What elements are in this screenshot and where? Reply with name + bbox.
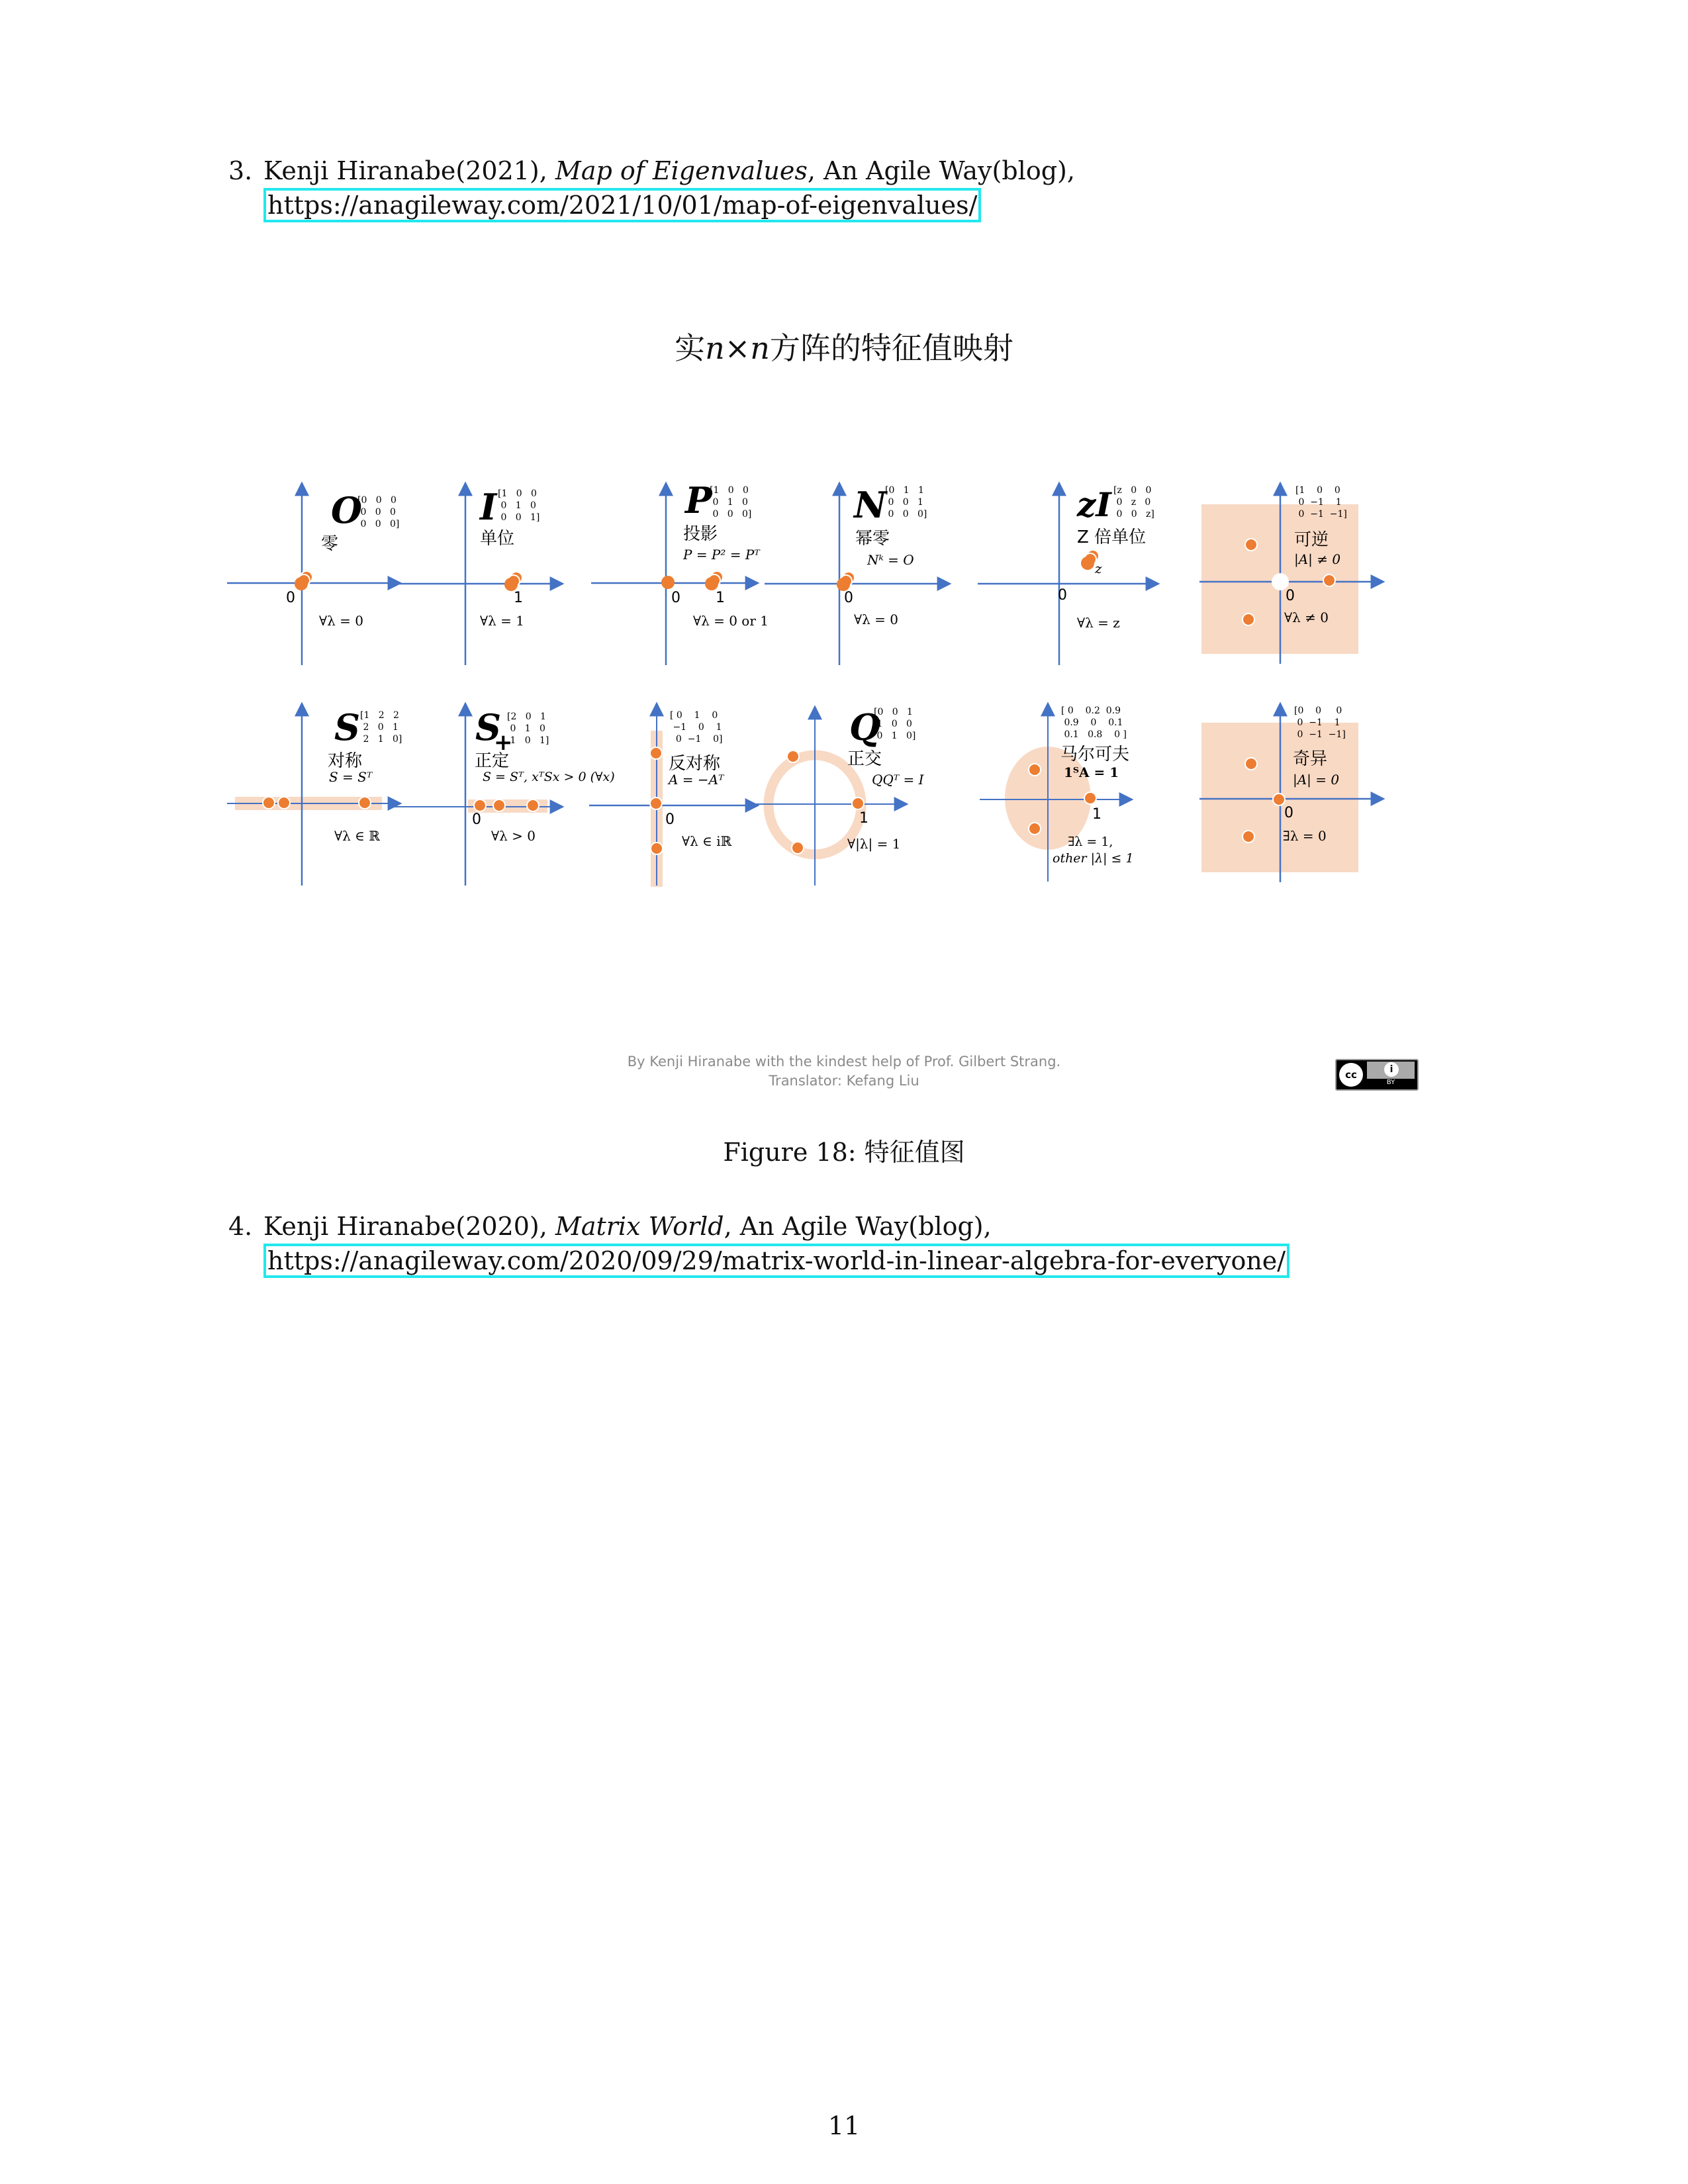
svg-text:1 0 0: 1 0 0 (874, 719, 912, 729)
svg-text:[1 0 0: [1 0 0 (498, 488, 537, 499)
svg-text:∀λ ∈ iℝ: ∀λ ∈ iℝ (682, 833, 732, 849)
svg-text:0: 0 (472, 811, 481, 828)
svg-text:∀λ ≠ 0: ∀λ ≠ 0 (1284, 610, 1329, 625)
svg-text:0: 0 (665, 811, 675, 828)
cc-by-license-badge (1335, 1059, 1419, 1091)
svg-text:1: 1 (859, 810, 868, 827)
svg-text:∀|λ| = 1: ∀|λ| = 1 (847, 836, 901, 852)
figure-credit (0, 1052, 1688, 1091)
svg-text:Z 倍单位: Z 倍单位 (1077, 527, 1147, 547)
svg-text:0: 0 (1058, 587, 1067, 604)
svg-text:0: 0 (1286, 588, 1295, 604)
svg-text:0.1 0.8 0 ]: 0.1 0.8 0 ] (1061, 729, 1127, 740)
panel-zero (227, 489, 399, 665)
svg-text:QQᵀ = I: QQᵀ = I (872, 772, 924, 788)
svg-text:单位: 单位 (480, 529, 515, 549)
svg-text:1ᵀA = 1: 1ᵀA = 1 (1064, 764, 1119, 780)
svg-text:0 −1 −1]: 0 −1 −1] (1294, 729, 1346, 740)
figure-caption: Figure 18: 特征值图 (723, 1138, 965, 1167)
reference-title: Matrix World (555, 1212, 724, 1241)
svg-text:I: I (480, 486, 497, 528)
svg-text:0 −1 0]: 0 −1 0] (670, 734, 723, 745)
page-number: 11 (827, 2111, 861, 2140)
credit-line-translator: Translator: Kefang Liu (769, 1073, 919, 1089)
svg-text:0 0 0: 0 0 0 (357, 507, 396, 518)
svg-text:|A| ≠ 0: |A| ≠ 0 (1294, 551, 1341, 567)
svg-text:S: S (475, 706, 501, 749)
panel-positive-definite (391, 706, 615, 886)
svg-text:幂零: 幂零 (855, 529, 890, 549)
svg-text:2 1 0]: 2 1 0] (360, 734, 402, 745)
reference-link[interactable]: https://anagileway.com/2020/09/29/matrix-world-in-linear-algebra-for-everyone/ (263, 1244, 1289, 1278)
reference-source: , An Agile Way(blog), (724, 1212, 992, 1241)
reference-4 (228, 1209, 1289, 1278)
svg-text:0 0 1]: 0 0 1] (498, 512, 540, 523)
svg-text:|A| = 0: |A| = 0 (1293, 772, 1340, 788)
svg-text:0 0 0]: 0 0 0] (885, 509, 927, 520)
svg-text:∀λ = 1: ∀λ = 1 (480, 613, 524, 629)
svg-text:反对称: 反对称 (669, 754, 721, 774)
panel-projection (591, 479, 769, 665)
attribution-icon: i (1384, 1062, 1399, 1077)
panel-antisymmetric (589, 710, 748, 887)
svg-text:A = −Aᵀ: A = −Aᵀ (669, 772, 724, 788)
panel-nilpotent (765, 484, 940, 665)
svg-text:+: + (494, 729, 513, 756)
svg-text:0 z 0: 0 z 0 (1113, 497, 1151, 508)
svg-text:S: S (334, 706, 360, 749)
svg-text:[1 0 0: [1 0 0 (710, 485, 749, 496)
svg-text:0.9 0 0.1: 0.9 0 0.1 (1061, 717, 1123, 728)
svg-text:[0 0 0: [0 0 0 (1294, 705, 1342, 716)
panel-symmetric (227, 706, 402, 886)
reference-number: 3. (228, 156, 253, 185)
panel-scalar-identity (978, 485, 1154, 665)
svg-text:other |λ| ≤ 1: other |λ| ≤ 1 (1053, 851, 1134, 866)
svg-text:0 0 0]: 0 0 0] (357, 519, 400, 529)
svg-text:0 −1 −1]: 0 −1 −1] (1295, 509, 1347, 520)
panel-markov (980, 705, 1134, 882)
svg-text:Nᵏ = O: Nᵏ = O (867, 552, 914, 568)
svg-text:0: 0 (671, 590, 680, 606)
matrix-name: 零 (321, 534, 339, 554)
svg-text:1: 1 (514, 590, 523, 606)
reference-author: Kenji Hiranabe(2021), (263, 156, 555, 185)
svg-text:[1 0 0: [1 0 0 (1295, 485, 1340, 496)
reference-link[interactable]: https://anagileway.com/2021/10/01/map-of-eigenvalues/ (263, 188, 981, 222)
svg-text:S = Sᵀ, xᵀSx > 0 (∀x): S = Sᵀ, xᵀSx > 0 (∀x) (483, 770, 615, 784)
credit-line-author: By Kenji Hiranabe with the kindest help of Prof. Gilbert Strang. (627, 1054, 1061, 1069)
license-by-label: BY (1386, 1079, 1395, 1086)
svg-text:0 1 0]: 0 1 0] (874, 731, 916, 741)
svg-text:投影: 投影 (683, 524, 718, 544)
svg-text:可逆: 可逆 (1294, 530, 1329, 550)
matrix-symbol: O (331, 489, 363, 531)
svg-text:0 0 0]: 0 0 0] (710, 509, 752, 520)
reference-number: 4. (228, 1212, 253, 1241)
svg-text:−1 0 1: −1 0 1 (670, 722, 722, 733)
panel-orthogonal (747, 706, 925, 886)
svg-text:0 1 0: 0 1 0 (498, 500, 536, 511)
svg-text:2 0 1: 2 0 1 (360, 722, 399, 733)
reference-author: Kenji Hiranabe(2020), (263, 1212, 555, 1241)
svg-text:[0 0 1: [0 0 1 (874, 707, 913, 717)
svg-text:Q: Q (849, 706, 881, 749)
svg-text:N: N (854, 484, 887, 526)
svg-text:∃λ = 0: ∃λ = 0 (1283, 828, 1327, 844)
svg-text:马尔可夫: 马尔可夫 (1060, 745, 1130, 764)
svg-text:1: 1 (1092, 806, 1102, 823)
svg-text:奇异: 奇异 (1293, 749, 1328, 769)
svg-text:0: 0 (286, 590, 295, 606)
svg-text:正定: 正定 (475, 751, 510, 771)
svg-text:∀λ = 0: ∀λ = 0 (854, 612, 898, 627)
svg-text:0: 0 (1284, 805, 1293, 821)
svg-text:∀λ = z: ∀λ = z (1077, 615, 1120, 631)
cc-icon: cc (1339, 1063, 1363, 1087)
title-prefix: 实 (675, 330, 706, 366)
svg-text:0 0 z]: 0 0 z] (1113, 509, 1154, 520)
svg-text:对称: 对称 (328, 751, 363, 771)
svg-text:0 0 1: 0 0 1 (885, 497, 923, 508)
panel-singular (1199, 705, 1374, 882)
svg-text:0 −1 1: 0 −1 1 (1294, 717, 1340, 728)
reference-title: Map of Eigenvalues (555, 156, 808, 185)
svg-text:[0 1 1: [0 1 1 (885, 485, 924, 496)
svg-text:∀λ = 0 or 1: ∀λ = 0 or 1 (693, 613, 769, 629)
svg-text:0: 0 (844, 590, 853, 606)
svg-text:[0 0 0: [0 0 0 (357, 495, 397, 506)
reference-source: , An Agile Way(blog), (807, 156, 1075, 185)
svg-text:[ 0 0.2 0.9: [ 0 0.2 0.9 (1061, 705, 1121, 716)
svg-text:zI: zI (1077, 485, 1111, 524)
svg-text:∃λ = 1,: ∃λ = 1, (1068, 835, 1113, 849)
panel-identity (391, 486, 553, 665)
eigenvalue-map-figure (0, 0, 1688, 927)
svg-text:S = Sᵀ: S = Sᵀ (329, 769, 373, 785)
svg-text:P: P (685, 479, 712, 522)
svg-text:1: 1 (716, 590, 725, 606)
svg-text:z: z (1095, 561, 1102, 576)
title-math: n×n (705, 330, 770, 366)
svg-text:∀λ ∈ ℝ: ∀λ ∈ ℝ (334, 828, 380, 844)
svg-text:0 1 0: 0 1 0 (507, 723, 545, 734)
svg-text:∀λ = 0: ∀λ = 0 (319, 613, 363, 629)
svg-text:[ 0 1 0: [ 0 1 0 (670, 710, 718, 721)
svg-text:∀λ > 0: ∀λ > 0 (491, 828, 536, 844)
svg-text:[1 2 2: [1 2 2 (360, 710, 399, 721)
panel-invertible (1199, 485, 1374, 664)
svg-text:0 −1 1: 0 −1 1 (1295, 497, 1342, 508)
svg-text:[z 0 0: [z 0 0 (1113, 485, 1152, 496)
svg-text:P = P² = Pᵀ: P = P² = Pᵀ (683, 547, 760, 563)
svg-text:1 0 1]: 1 0 1] (507, 735, 549, 746)
svg-text:0 1 0: 0 1 0 (710, 497, 748, 508)
svg-text:[2 0 1: [2 0 1 (507, 711, 546, 722)
title-suffix: 方阵的特征值映射 (769, 330, 1013, 366)
svg-text:正交: 正交 (847, 749, 882, 769)
